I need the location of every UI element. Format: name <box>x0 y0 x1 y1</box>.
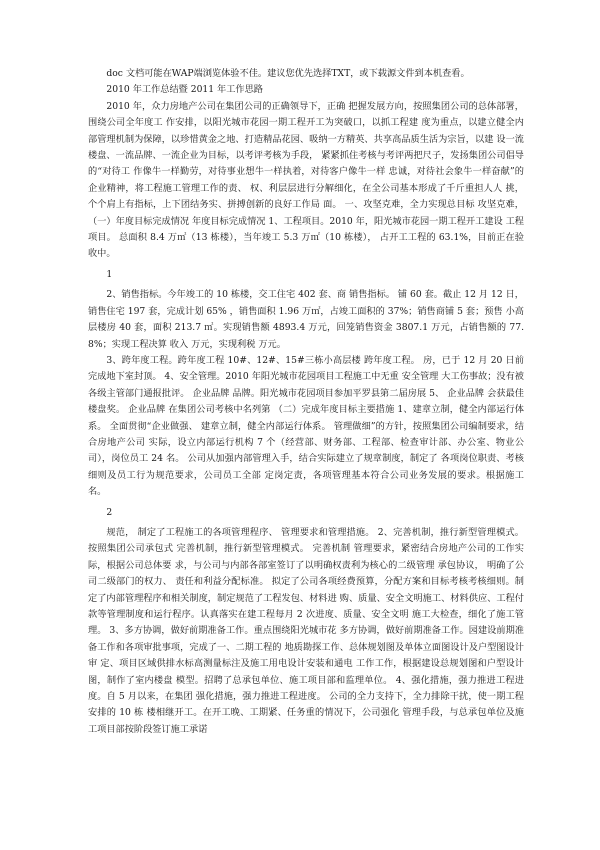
page-number-1: 1 <box>106 268 113 280</box>
page-number-2: 2 <box>106 506 113 518</box>
paragraph-intro: 2010 年，众力房地产公司在集团公司的正确领导下，正确 把握发展方向，按照集团公司的总体部署，围绕公司全年度工 作安排，以阳光城市花园一期工程开工为突破口，以抓工程建 度为重点，以建立健全内部管理机制为保障，以珍惜黄金之地、打造精品花园、吸纳一方精英、共享高品质生活为宗旨，以建 设一流楼盘、一流品牌、一流企业为目标，以考评考核为手段， 紧紧抓住考核与考评两把尺子，发扬集团公司倡导的“对待工 作像牛一样勤劳，对待事业想牛一样执着，对待客户像牛一样 忠诚，对待社会象牛一样奋献”的企业精神，将工程施工管理工作的责、 权、利层层进行分解细化，在全公司基本形成了千斤重担人人 挑，个个肩上有指标，上下团结务实、拼搏创新的良好工作局 面。 一、攻坚克难，全力实现总目标 攻坚克难，（一）年度目标完成情况 年度目标完成情况 1、工程项目。2010 年，阳光城市花园一期工程开工建设 工程项目。 总面积 8.4 万㎡（13 栋楼），当年竣工 5.3 万㎡（10 栋楼）， 占开工工程的 63.1%，目前正在验收中。 <box>88 100 524 260</box>
paragraph-sales: 2、销售指标。今年竣工的 10 栋楼，交工住宅 402 套、商 销售指标。 铺 60 套。截止 12 月 12 日，销售住宅 197 套，完成计划 65% ，销售面积 1.96 万㎡，占竣工面积的 37%；销售商铺 5 套；预售 小高层楼房 40 套，面积 213.7 ㎡。实现销售额 4893.4 万元，回笼销售资金 3807.1 万元，占销售额的 77.8%；实现工程决算 收入 万元，实现利税 万元。 <box>88 289 524 350</box>
paragraph-cross-year: 3、跨年度工程。跨年度工程 10#、12#、15#三栋小高层楼 跨年度工程。 房，已于 12 月 20 日前完成地下室封顶。 4、安全管理。2010 年阳光城市花园项目工程施工中无重 安全管理 大工伤事故；没有被各级主管部门通报批评。 企业品牌 品牌。阳光城市花园项目参加平罗县第二届房展 5、 企业品牌 会获最佳楼盘奖。 企业品牌 在集团公司考核中名列第 （二）完成年度目标主要措施 1、建章立制，健全内部运行体系。 全面贯彻“企业做强、 建章立制，健全内部运行体系。 管理做细”的方针，按照集团公司编制要求，结合房地产公司 实际，设立内部运行机构 7 个（经营部、财务部、工程部、检查审计部、办公室、物业公司），岗位员工 24 名。 公司从加强内部管理入手，结合实际建立了规章制度，制定了 各项岗位职责、考核细则及员工行为规范要求，公司员工全部 定岗定责，各项管理基本符合公司业务发展的要求。根据施工 名。 <box>88 354 524 498</box>
document-title: 2010 年工作总结暨 2011 年工作思路 <box>106 84 263 96</box>
document-page <box>88 66 524 738</box>
notice-text: doc 文档可能在WAP端浏览体验不佳。建议您优先选择TXT，或下载源文件到本机查看。 <box>106 68 470 79</box>
paragraph-measures: 规范， 制定了工程施工的各项管理程序、 管理要求和管理措施。 2、完善机制，推行新型管理模式。按照集团公司承包式 完善机制，推行新型管理模式。 完善机制 管理要求，紧密结合房地产公司的工作实际，根据公司总体要 求，与公司与内部各部室签订了以明确权责利为核心的二级管理 承包协议， 明确了公司二级部门的权力、 责任和利益分配标准。 拟定了公司各项经费预算，分配方案和目标考核考核细则。制 定了内部管理程序和相关制度，制定规范了工程发包、材料进 购、质量、安全文明施工、材料供应、工程付款等管理制度和运行程序。认真落实在建工程每月 2 次进度、质量、安全文明 施工大检查，细化了施工管理。 3、多方协调，做好前期准备工作。重点围绕阳光城市花 多方协调，做好前期准备工作。园建设前期准备工作和各项审批事项，完成了一、二期工程的 地质勘探工作、总体规划图及单体立面图设计及户型图设计审 定、项目区域供排水标高测量标注及施工用电设计安装和通电 工作工作，根据建设总规划图和户型设计图，制作了室内楼盘 模型。招聘了总承包单位、施工项目部和监理单位。 4、强化措施，强力推进工程进度。自 5 月以来，在集团 强化措施，强力推进工程进度。 公司的全力支持下，全力排除干扰，使一期工程安排的 10 栋 楼相继开工。在开工晚、工期紧、任务重的情况下，公司强化 管理手段，与总承包单位及施工项目部按阶段签订施工承诺 <box>88 526 524 735</box>
